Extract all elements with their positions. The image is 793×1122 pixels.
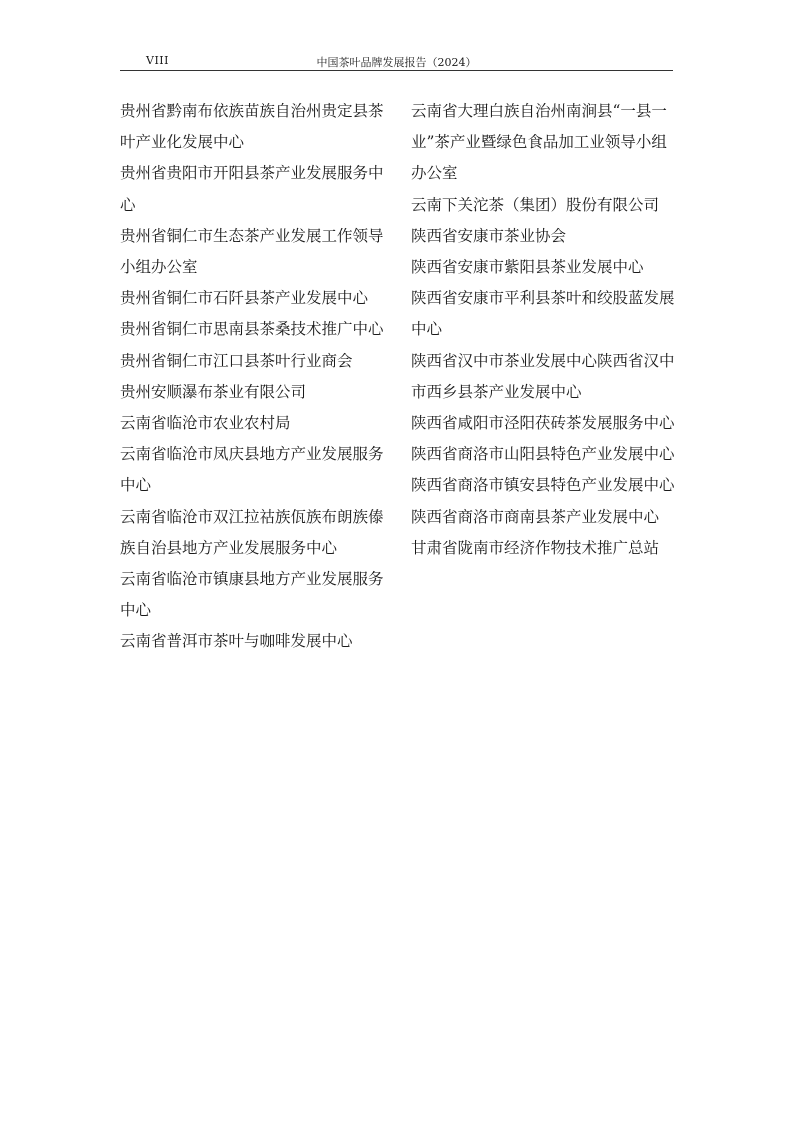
list-item: 云南省临沧市双江拉祜族佤族布朗族傣族自治县地方产业发展服务中心 <box>120 507 384 557</box>
list-item: 贵州省铜仁市思南县茶桑技术推广中心 <box>120 320 384 339</box>
list-item: 云南省大理白族自治州南涧县“一县一业”茶产业暨绿色食品加工业领导小组办公室 <box>411 102 667 183</box>
list-item: 云南省普洱市茶叶与咖啡发展中心 <box>120 632 353 651</box>
list-item: 甘肃省陇南市经济作物技术推广总站 <box>411 538 660 557</box>
list-item: 陕西省安康市茶业协会 <box>411 226 567 245</box>
list-item: 云南下关沱茶（集团）股份有限公司 <box>411 195 660 214</box>
list-item: 贵州省铜仁市石阡县茶产业发展中心 <box>120 289 369 308</box>
list-item: 贵州省贵阳市开阳县茶产业发展服务中心 <box>120 164 384 214</box>
list-item: 贵州省铜仁市江口县茶叶行业商会 <box>120 351 353 370</box>
running-title: 中国茶叶品牌发展报告（2024） <box>316 56 477 69</box>
list-item: 陕西省咸阳市泾阳茯砖茶发展服务中心 <box>411 414 675 433</box>
list-item: 陕西省商洛市镇安县特色产业发展中心 <box>411 476 675 495</box>
list-item: 陕西省安康市紫阳县茶业发展中心 <box>411 258 644 277</box>
right-column <box>411 96 676 564</box>
list-item: 陕西省汉中市茶业发展中心陕西省汉中市西乡县茶产业发展中心 <box>411 351 675 401</box>
list-item: 贵州安顺瀑布茶业有限公司 <box>120 382 307 401</box>
running-header <box>120 48 673 71</box>
page-number: VIII <box>146 54 169 67</box>
list-item: 云南省临沧市凤庆县地方产业发展服务中心 <box>120 445 384 495</box>
list-item: 贵州省铜仁市生态茶产业发展工作领导小组办公室 <box>120 226 384 277</box>
list-item: 陕西省商洛市商南县茶产业发展中心 <box>411 507 660 526</box>
list-item: 陕西省安康市平利县茶叶和绞股蓝发展中心 <box>411 289 675 339</box>
list-item: 贵州省黔南布依族苗族自治州贵定县茶叶产业化发展中心 <box>120 102 384 152</box>
left-column <box>120 96 385 658</box>
list-item: 陕西省商洛市山阳县特色产业发展中心 <box>411 445 675 464</box>
list-item: 云南省临沧市农业农村局 <box>120 414 291 433</box>
list-item: 云南省临沧市镇康县地方产业发展服务中心 <box>120 570 384 620</box>
